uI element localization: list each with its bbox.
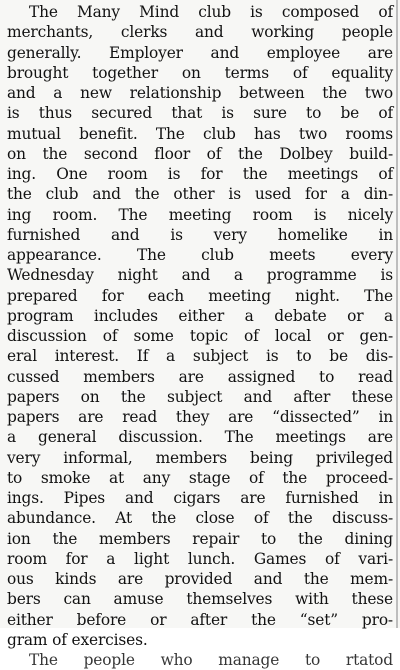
article-line: brought together on terms of equality [7, 63, 393, 82]
article-line: merchants, clerks and working people [7, 23, 393, 42]
article-line: on the second floor of the Dolbey build- [7, 144, 393, 163]
article-line: ion the members repair to the dining [7, 529, 393, 548]
article-line: room for a light lunch. Games of vari- [7, 549, 393, 568]
article-line: is thus secured that is sure to be of [7, 104, 393, 123]
article-line: papers on the subject and after these [7, 387, 393, 406]
article-line: generally. Employer and employee are [7, 43, 393, 62]
column-rule [396, 0, 398, 628]
article-line: ing room. The meeting room is nicely [7, 205, 393, 224]
article-line: and a new relationship between the two [7, 84, 393, 102]
article-line: ous kinds are provided and the mem- [7, 570, 393, 588]
article-line: program includes either a debate or a [7, 306, 393, 325]
article-line: the club and the other is used for a din- [7, 185, 393, 204]
article-column [7, 2, 393, 670]
article-line: papers are read they are “dissected” in [7, 408, 393, 426]
article-line-cut-off: The people who manage to rtatod [29, 651, 393, 669]
article-line: a general discussion. The meetings are [7, 428, 393, 447]
article-line: mutual benefit. The club has two rooms [7, 124, 393, 143]
article-line: ings. Pipes and cigars are furnished in [7, 489, 393, 507]
article-line: very informal, members being privileged [7, 448, 393, 467]
article-line: appearance. The club meets every [7, 246, 393, 264]
article-line: discussion of some topic of local or gen- [7, 327, 393, 345]
article-line: The Many Mind club is composed of [29, 3, 393, 21]
article-line: cussed members are assigned to read [7, 367, 393, 386]
article-line: Wednesday night and a programme is [7, 266, 393, 285]
article-line: prepared for each meeting night. The [7, 286, 393, 305]
article-line: abundance. At the close of the discuss- [7, 509, 393, 528]
article-line: to smoke at any stage of the proceed- [7, 468, 393, 487]
article-line: gram of exercises. [7, 630, 148, 649]
article-line: bers can amuse themselves with these [7, 590, 393, 609]
article-line: furnished and is very homelike in [7, 225, 393, 244]
article-line: either before or after the “set” pro- [7, 610, 393, 629]
article-line: eral interest. If a subject is to be dis- [7, 347, 393, 366]
article-line: ing. One room is for the meetings of [7, 165, 393, 183]
